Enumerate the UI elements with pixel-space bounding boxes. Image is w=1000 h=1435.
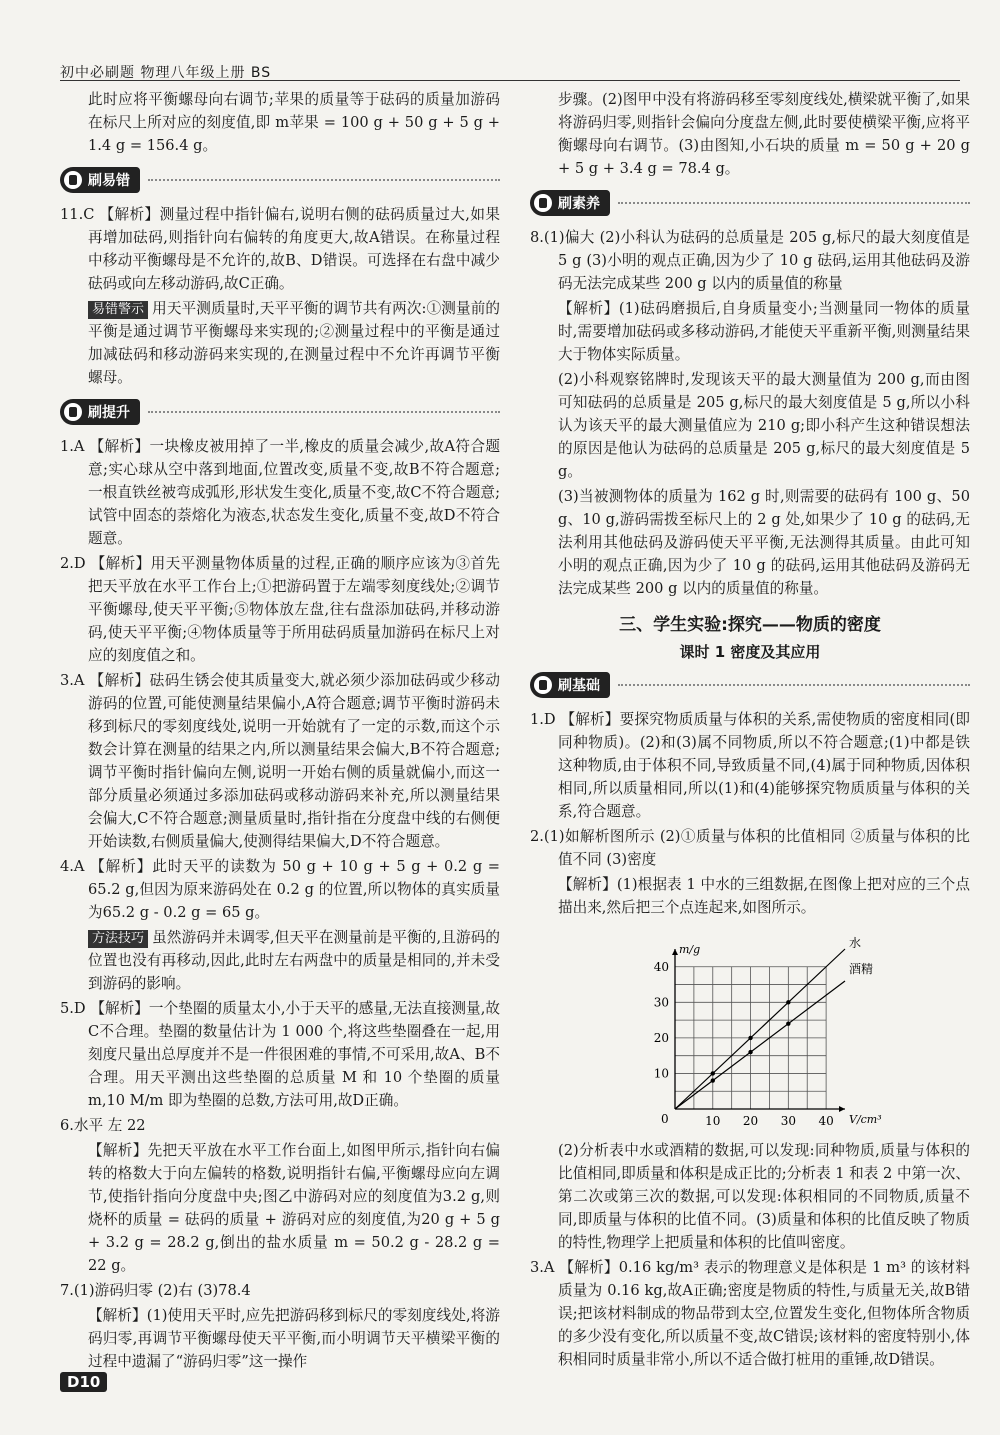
tip-box (60, 297, 500, 389)
x-tick-label: 30 (780, 1114, 796, 1128)
left-column (60, 88, 500, 1375)
tip-label: 易错警示 (88, 301, 148, 319)
y-axis-label: m/g (679, 943, 701, 956)
method-box (60, 926, 500, 995)
series-label: 水 (849, 936, 862, 950)
x-tick-label: 20 (742, 1114, 759, 1128)
section-dotted-line (618, 202, 970, 204)
page-number: D10 (60, 1372, 107, 1392)
data-point (748, 1050, 752, 1054)
answer-2: 2.D 【解析】用天平测量物体质量的过程,正确的顺序应该为③首先把天平放在水平工作台上;①把游码置于左端零刻度线处;②调节平衡螺母,使天平平衡;⑤物体放左盘,往右盘添加砝码,并移动游码,使天平平衡;④物体质量等于所用砝码质量加游码在标尺上对应的刻度值之和。 (60, 555, 500, 664)
answer-8-analysis-2: (2)小科观察铭牌时,发现该天平的最大测量值为 200 g,而由图可知砝码的总质量是 205 g,标尺的最大刻度值是 5 g,所以小科认为该天平的最大测量值应为 210 g;即小科产生这种错误想法的原因是他认为砝码的总质量是 205 g,标尺的最大刻度值是 5 g。 (558, 371, 970, 480)
section-dotted-line (148, 179, 500, 181)
answer-6: 6.水平 左 22 (60, 1117, 146, 1134)
method-label: 方法技巧 (88, 930, 148, 948)
answer-continuation: 此时应将平衡螺母向右调节;苹果的质量等于砝码的质量加游码在标尺上所对应的刻度值,即 m苹果 = 100 g + 50 g + 5 g + 1.4 g = 156.4 g。 (88, 91, 500, 154)
answer-r2-analysis: 【解析】(1)根据表 1 中水的三组数据,在图像上把对应的三个点描出来,然后把三个点连起来,如图所示。 (558, 876, 970, 916)
section-dotted-line (148, 411, 500, 413)
answer-7: 7.(1)游码归零 (2)右 (3)78.4 (60, 1282, 251, 1299)
answer-continuation: 步骤。(2)图甲中没有将游码移至零刻度线处,横梁就平衡了,如果将游码归零,则指针会偏向分度盘左侧,此时要使横梁平衡,应将平衡螺母向右调节。(3)由图知,小石块的质量 m = 50 g + 20 g + 5 g + 3.4 g = 78.4 g。 (558, 91, 970, 177)
y-tick-label: 40 (653, 959, 669, 974)
y-axis-arrow (672, 949, 678, 955)
section-up (60, 397, 500, 427)
section-label: 刷提升 (88, 405, 130, 421)
header-divider (60, 80, 960, 81)
answer-8-analysis-1: 【解析】(1)砝码磨损后,自身质量变小;当测量同一物体的质量时,需要增加砝码或多移动游码,才能使天平重新平衡,则测量结果大于物体实际质量。 (558, 300, 970, 363)
section-icon (64, 171, 82, 189)
section-icon (534, 194, 552, 212)
tip-text: 用天平测质量时,天平平衡的调节共有两次:①测量前的平衡是通过调节平衡螺母来实现的;②测量过程中的平衡是通过加减砝码和移动游码来实现的,在测量过程中不允许再调节平衡螺母。 (88, 300, 500, 386)
chapter-title: 三、学生实验:探究——物质的密度 (619, 615, 881, 635)
x-axis-arrow (839, 1106, 845, 1112)
lesson-title: 课时 1 密度及其应用 (679, 643, 821, 661)
answer-7-analysis: 【解析】(1)使用天平时,应先把游码移到标尺的零刻度线处,将游码归零,再调节平衡螺母使天平平衡,而小明调节天平横梁平衡的过程中遗漏了“游码归零”这一操作 (88, 1307, 500, 1370)
section-error (60, 165, 500, 195)
section-label: 刷基础 (558, 678, 600, 694)
data-point (711, 1071, 715, 1075)
x-tick-label: 40 (818, 1114, 834, 1128)
section-basic (530, 670, 970, 700)
x-axis-label: V/cm³ (849, 1113, 882, 1126)
answer-r3: 3.A 【解析】0.16 kg/m³ 表示的物理意义是体积是 1 m³ 的该材料质量为 0.16 kg,故A正确;密度是物质的特性,与质量无关,故B错误;把该材料制成的物品带到太空,位置发生变化,但物体所含物质的多少没有变化,所以质量不变,故C错误;该材料的密度特别小,体积相同时质量非常小,所以不适合做打桩用的重锤,故D错误。 (530, 1259, 970, 1368)
method-text: 虽然游码并未调零,但天平在测量前是平衡的,且游码的位置也没有再移动,因此,此时左右两盘中的质量是相同的,并未受到游码的影响。 (88, 929, 500, 992)
answer-r2-analysis-2: (2)分析表中水或酒精的数据,可以发现:同种物质,质量与体积的比值相同,即质量和体积是成正比的;分析表 1 和表 2 中第一次、第二次或第三次的数据,可以发现:体积相同的不同物质,质量不同,即质量与体积的比值不同。(3)质量和体积的比值反映了物质的特性,物理学上把质量和体积的比值叫密度。 (558, 1142, 970, 1251)
origin-label: 0 (661, 1112, 669, 1126)
graph-svg (530, 929, 970, 1129)
answer-r2: 2.(1)如解析图所示 (2)①质量与体积的比值相同 ②质量与体积的比值不同 (3)密度 (530, 828, 970, 868)
page-header: 初中必刷题 物理八年级上册 BS (60, 65, 272, 81)
section-label: 刷易错 (88, 173, 130, 189)
answer-1: 1.A 【解析】一块橡皮被用掉了一半,橡皮的质量会减少,故A符合题意;实心球从空中落到地面,位置改变,质量不变,故B不符合题意;一根直铁丝被弯成弧形,形状发生变化,质量不变,故C不符合题意;试管中固态的萘熔化为液态,状态发生变化,质量不变,故D不符合题意。 (60, 438, 500, 547)
series-line (675, 981, 845, 1109)
series-line (675, 949, 845, 1109)
section-quality (530, 188, 970, 218)
section-dotted-line (618, 684, 970, 686)
answer-4: 4.A 【解析】此时天平的读数为 50 g + 10 g + 5 g + 0.2 g = 65.2 g,但因为原来游码处在 0.2 g 的位置,所以物体的真实质量为65.2 g - 0.2 g = 65 g。 (60, 858, 500, 921)
data-point (786, 1021, 790, 1025)
x-tick-label: 10 (705, 1114, 721, 1128)
right-column (530, 88, 970, 1373)
data-point (786, 1000, 790, 1004)
answer-3: 3.A 【解析】砝码生锈会使其质量变大,就必须少添加砝码或少移动游码的位置,可能使测量结果偏小,A符合题意;调节平衡时游码未移到标尺的零刻度线处,说明一开始就有了一定的示数,而这个示数会计算在测量的结果之内,所以测量结果会偏大,B不符合题意;调节平衡时指针偏向左侧,说明一开始右侧的质量就偏小,而这一部分质量必须通过多添加砝码或移动游码来补充,所以测量结果会偏大,C不符合题意;测量质量时,指针指在分度盘中线的右侧便开始读数,右侧质量偏大,使测得结果偏大,D不符合题意。 (60, 672, 500, 850)
answer-5: 5.D 【解析】一个垫圈的质量太小,小于天平的感量,无法直接测量,故C不合理。垫圈的数量估计为 1 000 个,将这些垫圈叠在一起,用刻度尺量出总厚度并不是一件很困难的事情,不可采用,故A、B不合理。用天平测出这些垫圈的总质量 M 和 10 个垫圈的质量 m,10 M/m 即为垫圈的总数,方法可用,故D正确。 (60, 1000, 500, 1109)
answer-r1: 1.D 【解析】要探究物质质量与体积的关系,需使物质的密度相同(即同种物质)。(2)和(3)属不同物质,所以不符合题意;(1)中都是铁这种物质,由于体积不同,导致质量不同,(4)属于同种物质,因体积相同,所以质量相同,所以(1)和(4)能够探究物质质量与体积的关系,符合题意。 (530, 711, 970, 820)
y-tick-label: 10 (653, 1066, 669, 1081)
section-icon (64, 403, 82, 421)
data-point (711, 1078, 715, 1082)
y-tick-label: 20 (653, 1030, 669, 1045)
data-point (748, 1036, 752, 1040)
answer-11: 11.C 【解析】测量过程中指针偏右,说明右侧的砝码质量过大,如果再增加砝码,则指针向右偏转的角度更大,故A错误。在称量过程中移动平衡螺母是不允许的,故B、D错误。可选择在右盘中减少砝码或向左移动游码,故C正确。 (60, 206, 500, 292)
series-label: 酒精 (849, 962, 874, 976)
section-icon (534, 676, 552, 694)
y-tick-label: 30 (653, 995, 669, 1010)
answer-6-analysis: 【解析】先把天平放在水平工作台面上,如图甲所示,指针向右偏转的格数大于向左偏转的格数,说明指针右偏,平衡螺母应向左调节,使指针指向分度盘中央;图乙中游码对应的刻度值为3.2 g,则烧杯的质量 = 砝码的质量 + 游码对应的刻度值,为20 g + 5 g + 3.2 g = 28.2 g,倒出的盐水质量 m = 50.2 g - 28.2 g = 22 g。 (88, 1142, 500, 1274)
answer-8-analysis-3: (3)当被测物体的质量为 162 g 时,则需要的砝码有 100 g、50 g、10 g,游码需拨至标尺上的 2 g 处,如果少了 10 g 的砝码,无法利用其他砝码及游码使天平平衡,无法测得其质量。由此可知小明的观点正确,因为少了 10 g 的砝码,运用其他砝码及游码无法完成某些 200 g 以内的质量值的称量。 (558, 488, 970, 597)
answer-8: 8.(1)偏大 (2)小科认为砝码的总质量是 205 g,标尺的最大刻度值是 5 g (3)小明的观点正确,因为少了 10 g 砝码,运用其他砝码及游码无法完成某些 200 g 以内的质量值的称量 (530, 229, 970, 292)
section-label: 刷素养 (558, 196, 600, 212)
mass-volume-graph (530, 929, 970, 1133)
